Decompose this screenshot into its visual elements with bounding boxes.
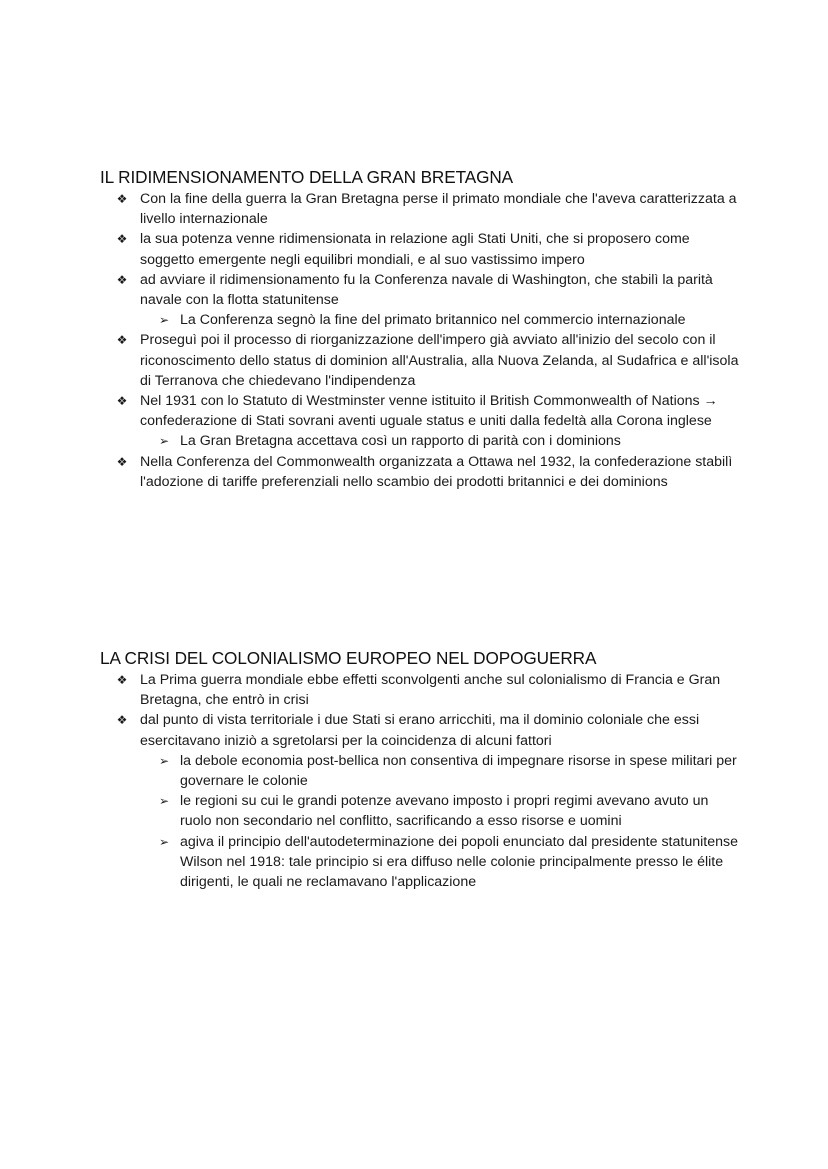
section-title: LA CRISI DEL COLONIALISMO EUROPEO NEL DOPOGUERRA — [100, 648, 597, 668]
list-item — [100, 229, 740, 269]
arrow-bullet-icon: ➢ — [158, 434, 170, 449]
diamond-bullet-icon: ❖ — [116, 333, 128, 348]
list-item-text: La Gran Bretagna accettava così un rapporto di parità con i dominions — [180, 433, 621, 450]
list-item-text: Nella Conferenza del Commonwealth organizzata a Ottawa nel 1932, la confederazione stabilì l'adozione di tariffe preferenziali nello scambio dei prodotti britannici e dei dominions — [140, 453, 733, 490]
arrow-bullet-icon: ➢ — [158, 834, 170, 849]
list-item-text: ad avviare il ridimensionamento fu la Conferenza navale di Washington, che stabilì la parità navale con la flotta statunitense — [140, 271, 713, 309]
list-item-text: le regioni su cui le grandi potenze avevano imposto i propri regimi avevano avuto un ruolo non secondario nel conflitto, sacrificando a esso risorse e uomini — [180, 793, 709, 830]
arrow-bullet-icon: ➢ — [158, 753, 170, 768]
sub-list-item — [100, 791, 740, 831]
bullet-list — [100, 189, 740, 492]
list-item-text: la sua potenza venne ridimensionata in relazione agli Stati Uniti, che si proposero come soggetto emergente negli equilibri mondiali, e al suo vastissimo impero — [140, 231, 690, 268]
list-item — [100, 452, 740, 492]
diamond-bullet-icon: ❖ — [116, 192, 128, 206]
list-item — [100, 189, 740, 229]
section-title: IL RIDIMENSIONAMENTO DELLA GRAN BRETAGNA — [100, 167, 514, 187]
section-crisi-colonialismo — [100, 647, 740, 892]
list-item-text: La Conferenza segnò la fine del primato britannico nel commercio internazionale — [180, 312, 686, 329]
diamond-bullet-icon: ❖ — [116, 394, 128, 409]
diamond-bullet-icon: ❖ — [116, 454, 128, 469]
bullet-list — [100, 670, 740, 892]
list-item-text: agiva il principio dell'autodeterminazione dei popoli enunciato dal presidente statunitense Wilson nel 1918: tale principio si era diffuso nelle colonie principalmente presso le élite dirigenti, le quali ne reclamavano l'applicazione — [180, 833, 738, 891]
list-item — [100, 330, 740, 391]
diamond-bullet-icon: ❖ — [116, 713, 128, 728]
list-item — [100, 270, 740, 310]
section-gran-bretagna — [100, 166, 740, 492]
list-item-text: Proseguì poi il processo di riorganizzazione dell'impero già avviato all'inizio del secolo con il riconoscimento dello status di dominion all'Australia, alla Nuova Zelanda, al Sudafrica e all'isola di Terranova che chiedevano l'indipendenza — [140, 332, 739, 389]
list-item-text: La Prima guerra mondiale ebbe effetti sconvolgenti anche sul colonialismo di Francia e Gran Bretagna, che entrò in crisi — [140, 672, 721, 709]
list-item — [100, 710, 740, 750]
list-item-text: la debole economia post-bellica non consentiva di impegnare risorse in spese militari per governare le colonie — [180, 752, 737, 790]
sub-list-item — [100, 310, 740, 330]
list-item — [100, 670, 740, 710]
list-item-text: Nel 1931 con lo Statuto di Westminster venne istituito il British Commonwealth of Nations → confederazione di Stati sovrani aventi uguale status e uniti dalla fedeltà alla Corona inglese — [140, 393, 718, 430]
sub-list-item — [100, 431, 740, 451]
diamond-bullet-icon: ❖ — [116, 232, 128, 247]
arrow-bullet-icon: ➢ — [158, 313, 170, 328]
sub-list-item — [100, 832, 740, 893]
diamond-bullet-icon: ❖ — [116, 673, 128, 687]
sub-list-item — [100, 751, 740, 791]
list-item — [100, 391, 740, 431]
list-item-text: Con la fine della guerra la Gran Bretagna perse il primato mondiale che l'aveva caratterizzata a livello internazionale — [140, 191, 737, 228]
arrow-bullet-icon: ➢ — [158, 794, 170, 809]
list-item-text: dal punto di vista territoriale i due Stati si erano arricchiti, ma il dominio coloniale che essi esercitavano iniziò a sgretolarsi per la coincidenza di alcuni fattori — [140, 712, 700, 749]
diamond-bullet-icon: ❖ — [116, 272, 128, 287]
